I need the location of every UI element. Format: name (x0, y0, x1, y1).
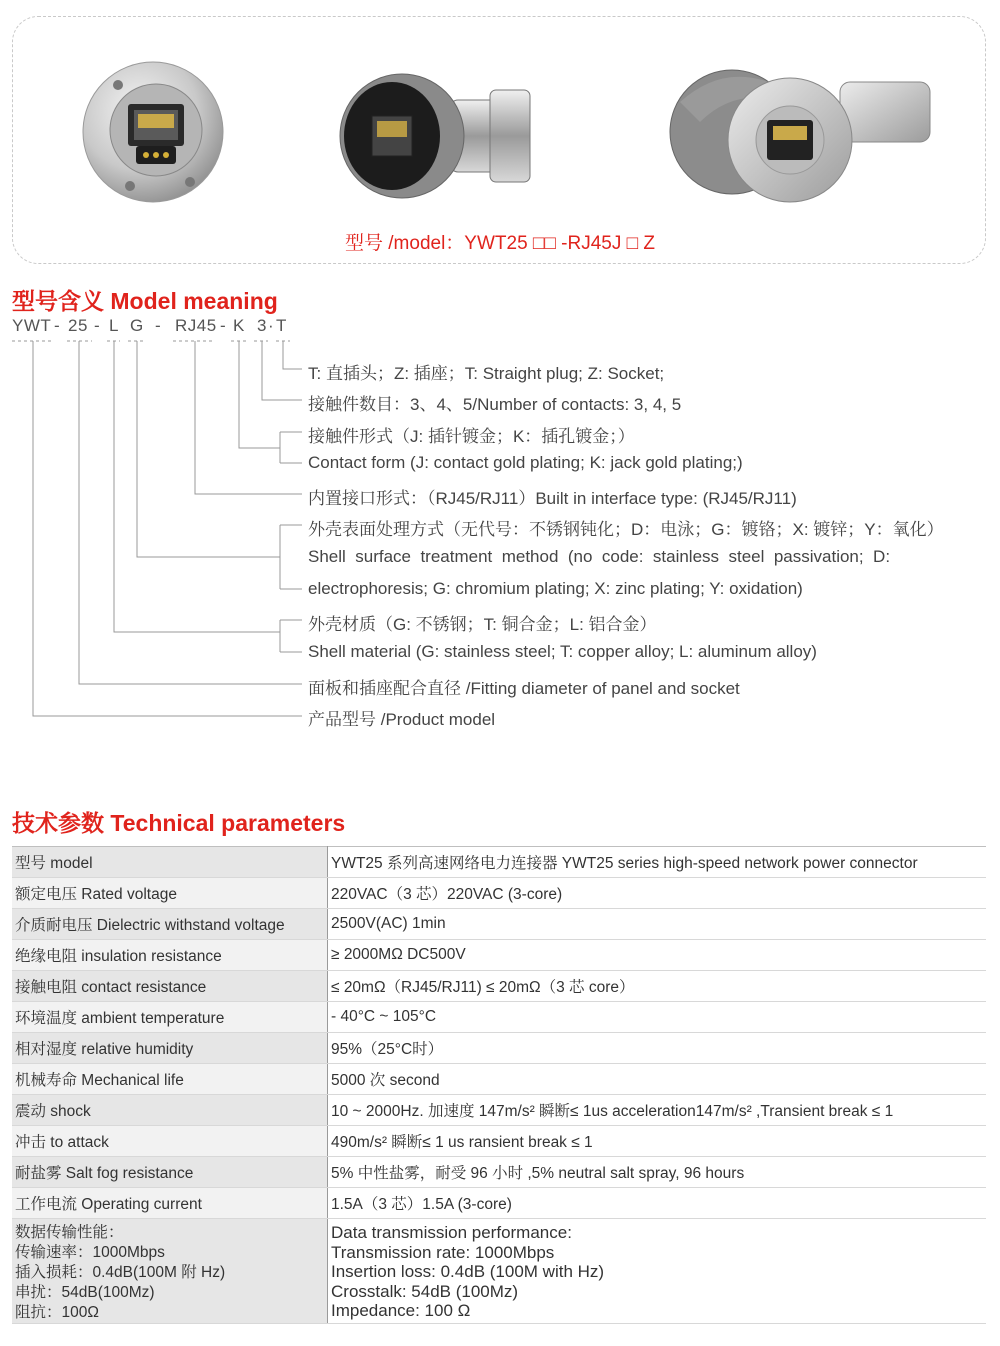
code-part-25: 25 (68, 316, 88, 335)
param-value: YWT25 系列高速网络电力连接器 YWT25 series high-speed network power connector (328, 847, 987, 878)
table-row (12, 1064, 986, 1095)
table-row (12, 971, 986, 1002)
tech-params-title: 技术参数 Technical parameters (12, 810, 346, 836)
meaning-line-plug-type: T: 直插头；Z: 插座；T: Straight plug; Z: Socket; (308, 364, 665, 383)
param-value: 220VAC（3 芯）220VAC (3-core) (328, 878, 987, 909)
code-part-dash: - (220, 316, 227, 335)
table-row (12, 1095, 986, 1126)
table-row (12, 1188, 986, 1219)
meaning-line-contact-form-cn: 接触件形式（J: 插针镀金；K：插孔镀金；） (308, 427, 635, 446)
param-value-data-transmission (328, 1219, 987, 1324)
meaning-line-contact-form-en: Contact form (J: contact gold plating; K: jack gold plating;) (308, 453, 743, 472)
meaning-line-material-cn: 外壳材质（G: 不锈钢；T: 铜合金；L: 铝合金） (308, 615, 657, 634)
param-value: - 40°C ~ 105°C (328, 1002, 987, 1033)
param-value: 490m/s² 瞬断≤ 1 us ransient break ≤ 1 (328, 1126, 987, 1157)
code-part-dash: - (94, 316, 101, 335)
meaning-line-interface: 内置接口形式：（RJ45/RJ11）Built in interface type: (RJ45/RJ11) (308, 489, 797, 508)
param-label-line: 串扰：54dB(100Mz) (15, 1284, 155, 1301)
param-label: 冲击 to attack (12, 1126, 328, 1157)
param-label: 相对湿度 relative humidity (12, 1033, 328, 1064)
param-label: 环境温度 ambient temperature (12, 1002, 328, 1033)
meaning-line-surface-en-1: Shell surface treatment method (no code: stainless steel passivation; D: (308, 547, 891, 566)
param-label: 耐盐雾 Salt fog resistance (12, 1157, 328, 1188)
param-value: ≤ 20mΩ（RJ45/RJ11) ≤ 20mΩ（3 芯 core） (328, 971, 987, 1002)
meaning-line-material-en: Shell material (G: stainless steel; T: copper alloy; L: aluminum alloy) (308, 642, 817, 661)
code-part-ywt: YWT (12, 316, 52, 335)
code-part-rj45: RJ45 (175, 316, 217, 335)
code-part-g: G (130, 316, 144, 335)
param-value: 10 ~ 2000Hz. 加速度 147m/s² 瞬断≤ 1us acceleration147m/s² ,Transient break ≤ 1 (328, 1095, 987, 1126)
param-value-line: Transmission rate: 1000Mbps (331, 1242, 555, 1262)
param-value-line: Crosstalk: 54dB (100Mz) (331, 1281, 519, 1301)
param-value-line: Impedance: 100 Ω (331, 1301, 471, 1320)
param-value-line: Insertion loss: 0.4dB (100M with Hz) (331, 1262, 605, 1281)
code-part-t: T (276, 316, 287, 335)
param-value: 5000 次 second (328, 1064, 987, 1095)
param-label: 型号 model (12, 847, 328, 878)
code-part-l: L (109, 316, 119, 335)
code-part-k: K (233, 316, 245, 335)
table-row (12, 1157, 986, 1188)
param-value: 95%（25°C时） (328, 1033, 987, 1064)
param-value: 1.5A（3 芯）1.5A (3-core) (328, 1188, 987, 1219)
model-number-line: 型号 /model：YWT25 □□ -RJ45J □ Z (345, 233, 655, 254)
param-label-line: 传输速率：1000Mbps (15, 1244, 165, 1261)
table-row (12, 909, 986, 940)
code-part-3: 3 (257, 316, 267, 335)
table-row (12, 847, 986, 878)
param-label-line: 插入损耗：0.4dB(100M 附 Hz) (15, 1264, 226, 1281)
param-label: 机械寿命 Mechanical life (12, 1064, 328, 1095)
table-row (12, 1033, 986, 1064)
code-part-dot: · (268, 316, 275, 335)
meaning-line-surface-cn: 外壳表面处理方式（无代号：不锈钢钝化；D：电泳；G：镀铬；X: 镀锌；Y：氧化） (308, 520, 944, 539)
table-row (12, 1219, 986, 1324)
param-value: 5% 中性盐雾，耐受 96 小时 ,5% neutral salt spray, 96 hours (328, 1157, 987, 1188)
meaning-line-surface-en-2: electrophoresis; G: chromium plating; X: zinc plating; Y: oxidation) (308, 579, 803, 598)
param-label: 介质耐电压 Dielectric withstand voltage (12, 909, 328, 940)
table-row (12, 878, 986, 909)
param-label-line: 数据传输性能： (15, 1224, 124, 1241)
param-label: 接触电阻 contact resistance (12, 971, 328, 1002)
model-meaning-title: 型号含义 Model meaning (12, 288, 278, 314)
param-label: 震动 shock (12, 1095, 328, 1126)
meaning-line-contacts: 接触件数目：3、4、5/Number of contacts: 3, 4, 5 (308, 395, 682, 414)
meaning-line-diameter: 面板和插座配合直径 /Fitting diameter of panel and socket (308, 679, 740, 698)
tech-params-table (12, 846, 986, 1324)
code-part-dash: - (155, 316, 162, 335)
param-label-line: 阻抗：100Ω (15, 1304, 99, 1321)
param-label-data-transmission (12, 1219, 328, 1324)
param-label: 绝缘电阻 insulation resistance (12, 940, 328, 971)
table-row (12, 1126, 986, 1157)
param-label: 额定电压 Rated voltage (12, 878, 328, 909)
table-row (12, 940, 986, 971)
param-value: 2500V(AC) 1min (328, 909, 987, 940)
param-value-line: Data transmission performance: (331, 1223, 572, 1242)
param-label: 工作电流 Operating current (12, 1188, 328, 1219)
meaning-line-product-model: 产品型号 /Product model (308, 710, 496, 729)
code-part-dash: - (54, 316, 61, 335)
table-row (12, 1002, 986, 1033)
param-value: ≥ 2000MΩ DC500V (328, 940, 987, 971)
